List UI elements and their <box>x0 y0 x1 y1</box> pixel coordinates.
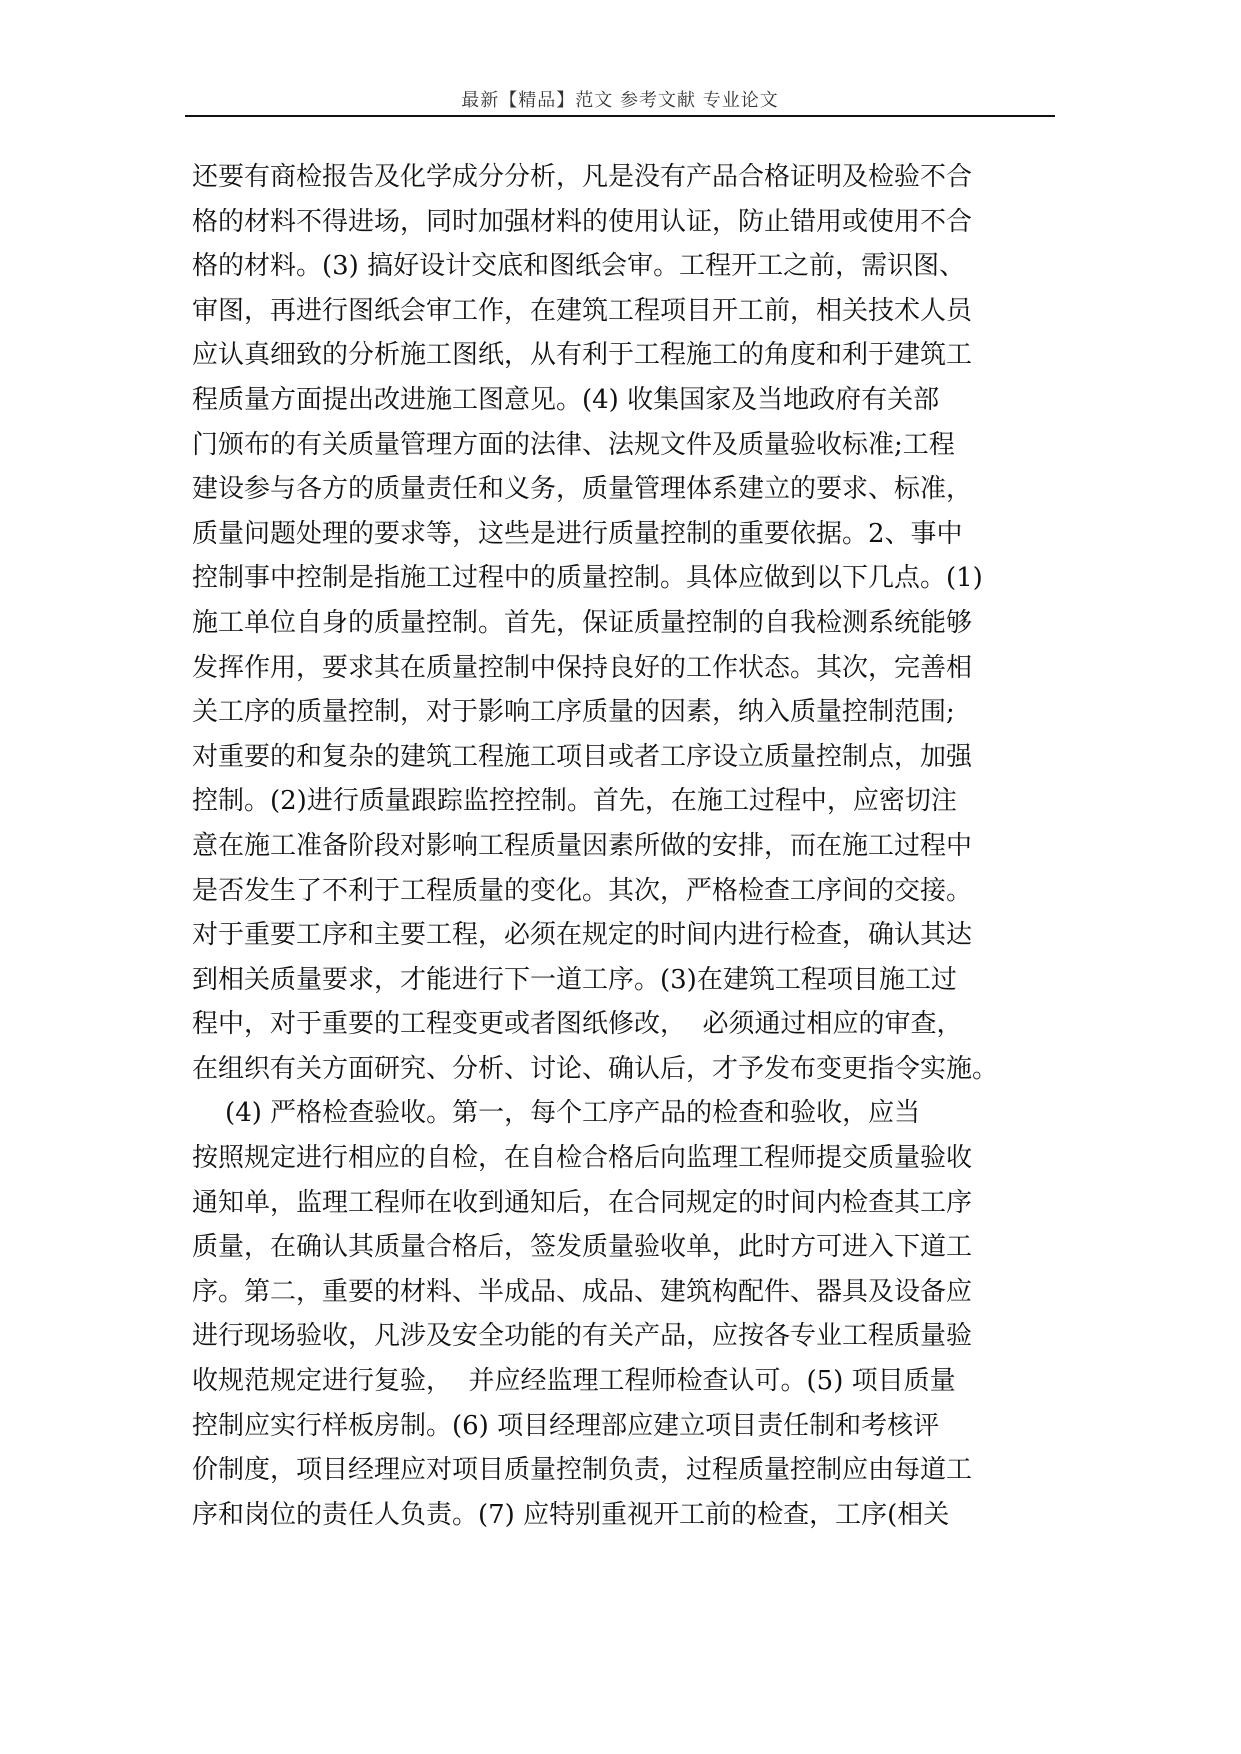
text-line: 对于重要工序和主要工程，必须在规定的时间内进行检查，确认其达 <box>192 920 973 951</box>
text-line: 关工序的质量控制，对于影响工序质量的因素，纳入质量控制范围; <box>192 697 955 728</box>
text-line: 价制度，项目经理应对项目质量控制负责，过程质量控制应由每道工 <box>192 1455 973 1486</box>
text-line: 对重要的和复杂的建筑工程施工项目或者工序设立质量控制点，加强 <box>192 741 973 772</box>
text-line: 程质量方面提出改进施工图意见。(4) 收集国家及当地政府有关部 <box>192 384 940 415</box>
body-text <box>192 155 1052 1537</box>
text-line: 施工单位自身的质量控制。首先，保证质量控制的自我检测系统能够 <box>192 607 973 638</box>
text-line: 序。第二，重要的材料、半成品、成品、建筑构配件、器具及设备应 <box>192 1276 973 1307</box>
text-line: 进行现场验收，凡涉及安全功能的有关产品，应按各专业工程质量验 <box>192 1321 973 1352</box>
text-line: (4) 严格检查验收。第一，每个工序产品的检查和验收，应当 <box>192 1098 921 1129</box>
text-line: 到相关质量要求，才能进行下一道工序。(3)在建筑工程项目施工过 <box>192 964 957 995</box>
text-line: 意在施工准备阶段对影响工程质量因素所做的安排，而在施工过程中 <box>192 830 973 861</box>
text-line: 建设参与各方的质量责任和义务，质量管理体系建立的要求、标准， <box>192 474 973 505</box>
text-line: 收规范规定进行复验， 并应经监理工程师检查认可。(5) 项目质量 <box>192 1366 956 1397</box>
text-line: 门颁布的有关质量管理方面的法律、法规文件及质量验收标准;工程 <box>192 429 955 460</box>
page-header: 最新【精品】范文 参考文献 专业论文 <box>461 90 779 111</box>
text-line: 通知单，监理工程师在收到通知后，在合同规定的时间内检查其工序 <box>192 1187 973 1218</box>
text-line: 审图，再进行图纸会审工作，在建筑工程项目开工前，相关技术人员 <box>192 295 973 326</box>
text-line: 在组织有关方面研究、分析、讨论、确认后，才予发布变更指令实施。 <box>192 1053 999 1084</box>
text-line: 应认真细致的分析施工图纸，从有利于工程施工的角度和利于建筑工 <box>192 340 973 371</box>
text-line: 程中，对于重要的工程变更或者图纸修改， 必须通过相应的审查， <box>192 1009 963 1040</box>
header-divider <box>185 115 1055 117</box>
text-line: 还要有商检报告及化学成分分析，凡是没有产品合格证明及检验不合 <box>192 162 973 192</box>
text-line: 控制事中控制是指施工过程中的质量控制。具体应做到以下几点。(1) <box>192 563 983 594</box>
text-line: 质量，在确认其质量合格后，签发质量验收单，此时方可进入下道工 <box>192 1232 973 1263</box>
text-line: 控制应实行样板房制。(6) 项目经理部应建立项目责任制和考核评 <box>192 1410 940 1441</box>
text-line: 控制。(2)进行质量跟踪监控控制。首先，在施工过程中，应密切注 <box>192 786 957 817</box>
text-line: 格的材料。(3) 搞好设计交底和图纸会审。工程开工之前，需识图、 <box>192 251 966 282</box>
text-line: 是否发生了不利于工程质量的变化。其次，严格检查工序间的交接。 <box>192 875 973 906</box>
text-line: 按照规定进行相应的自检，在自检合格后向监理工程师提交质量验收 <box>192 1143 973 1174</box>
text-line: 质量问题处理的要求等，这些是进行质量控制的重要依据。2、事中 <box>192 518 963 549</box>
text-line: 发挥作用，要求其在质量控制中保持良好的工作状态。其次，完善相 <box>192 652 973 683</box>
text-line: 序和岗位的责任人负责。(7) 应特别重视开工前的检查，工序(相关 <box>192 1499 950 1530</box>
text-line: 格的材料不得进场，同时加强材料的使用认证，防止错用或使用不合 <box>192 206 973 237</box>
